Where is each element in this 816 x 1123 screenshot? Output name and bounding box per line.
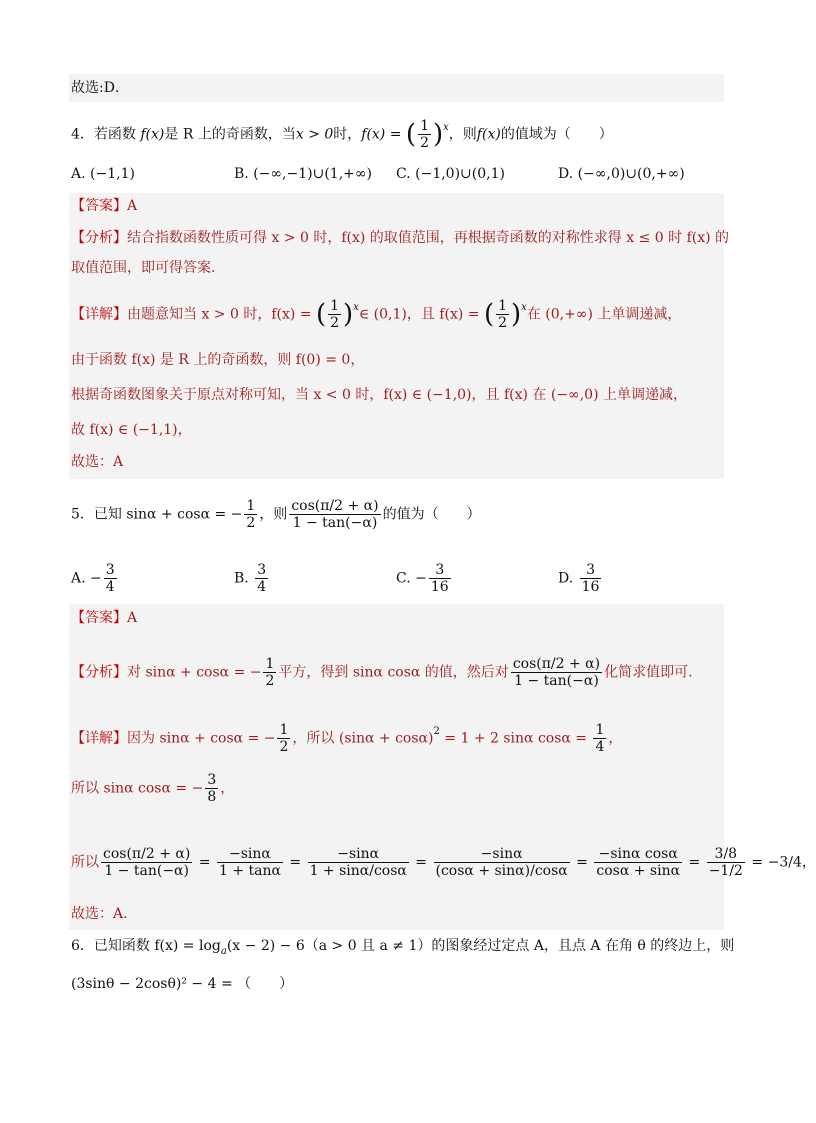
q5-option-a: A. − $\frac{3}{4}$ [71, 562, 115, 595]
q4-option-b: B. (−∞,−1)∪(1,+∞) [234, 166, 373, 182]
q4-detail-2: 由于函数 f(x) 是 R 上的奇函数，则 f(0) = 0， [71, 352, 365, 368]
q4-detail-4: 故 f(x) ∈ (−1,1)， [71, 422, 192, 438]
q4-choose: 故选：A [71, 454, 124, 470]
q5-answer: 【答案】A [71, 610, 138, 626]
q4-stem-a: 4．若函数 [71, 126, 141, 143]
q4-sup-x: x [443, 122, 449, 133]
q4-answer: 【答案】A [71, 198, 138, 214]
q3-choose: 故选:D． [71, 80, 129, 96]
q5-detail-2: 所以 sinα cosα = − $\frac{3}{8}$ ， [71, 772, 235, 805]
q5-stem-frac: $\frac{\cos(\pi/2 + \alpha)}{1 - \tan(-\alpha)}$ [291, 498, 379, 531]
q5-detail-3: 所以 $\frac{\cos(\pi/2 + \alpha)}{1 - \tan(-\alpha)}$ = $\frac{-\sin\alpha}{1 + \tan\alpha}$ = $\frac{-\sin\alpha}{1 + \sin\alpha/\cos\alpha}$ = $\frac{-\sin\alpha}{(\cos\alpha + \sin\alpha)/\cos\alpha}$ = $\frac{\text{−sinα cosα}}{\cos\alpha + \sin\alpha}$ = $\frac{3/8}{-1/2}$ = −3/4， [71, 846, 816, 879]
q5-option-d: D. $\frac{3}{16}$ [558, 562, 600, 595]
q6-line-2: (3sinθ − 2cosθ)² − 4 = （ ） [71, 976, 294, 992]
q4-detail-3: 根据奇函数图象关于原点对称可知，当 x < 0 时，f(x) ∈ (−1,0)，且 f(x) 在 (−∞,0) 上单调递减， [71, 387, 687, 403]
q5-analysis-frac: $\frac{\cos(\pi/2 + \alpha)}{1 - \tan(-\alpha)}$ [512, 656, 601, 689]
band-q5-solution [69, 604, 724, 930]
q4-stem: 4．若函数 f(x)是 R 上的奇函数，当x > 0时，f(x) = ( $\frac{1}{2}$ )$^x$，则f(x)的值域为（ ） [71, 118, 613, 151]
q4-detail-1: 【详解】由题意知当 x > 0 时，f(x) = ( $\frac{1}{2}$ )$^x$∈ (0,1)，且 f(x) = ( $\frac{1}{2}$ )$^x$在 (0,+∞) 上单调递减， [71, 298, 682, 331]
chain-1: $\frac{-\sin\alpha}{1 + \sin\alpha/\cos\alpha}$ [309, 846, 407, 879]
q5-analysis-half: $\frac{1}{2}$ [265, 656, 275, 689]
paren-close: ) [433, 119, 444, 150]
q4-detail-half-b: $\frac{1}{2}$ [498, 298, 508, 331]
q4-detail-half-a: $\frac{1}{2}$ [330, 298, 340, 331]
q4-stem-d: ，则 [448, 126, 477, 143]
q4-option-c: C. (−1,0)∪(0,1) [396, 166, 505, 182]
q5-choose: 故选：A. [71, 906, 128, 922]
q4-stem-e: 的值域为（ ） [500, 126, 613, 143]
chain-2: $\frac{-\sin\alpha}{(\cos\alpha + \sin\alpha)/\cos\alpha}$ [435, 846, 568, 879]
q4-analysis-1: 【分析】结合指数函数性质可得 x > 0 时，f(x) 的取值范围，再根据奇函数的对称性求得 x ≤ 0 时 f(x) 的 [71, 230, 730, 246]
q4-stem-c: 时， [333, 126, 362, 143]
q5-stem-half: $\frac{1}{2}$ [246, 498, 256, 531]
chain-big: $\frac{3/8}{-1/2}$ [708, 846, 743, 879]
chain-3: $\frac{\text{−sinα cosα}}{\cos\alpha + \sin\alpha}$ [596, 846, 681, 879]
q5-analysis: 【分析】对 sinα + cosα = − $\frac{1}{2}$ 平方，得到 sinα cosα 的值，然后对 $\frac{\cos(\pi/2 + \alpha)}{1 - \tan(-\alpha)}$ 化简求值即可. [71, 656, 693, 689]
q4-fx: f(x) [140, 126, 165, 143]
q4-analysis-2: 取值范围，即可得答案. [71, 260, 216, 276]
paren-open: ( [405, 119, 417, 150]
q4-fx2: f(x) [361, 126, 386, 143]
q4-option-a: A. (−1,1) [71, 166, 135, 182]
q4-half: $\frac{1}{2}$ [420, 118, 429, 151]
q4-xgt0: x > 0 [295, 126, 334, 143]
q5-option-c: C. − $\frac{3}{16}$ [396, 562, 449, 595]
q4-fx3: f(x) [476, 126, 501, 143]
chain-0: $\frac{-\sin\alpha}{1 + \tan\alpha}$ [218, 846, 281, 879]
q5-detail-1: 【详解】因为 sinα + cosα = − $\frac{1}{2}$ ，所以 $(\sin\alpha + \cos\alpha)^2 = 1 + 2$ sinα cosα = $\frac{1}{4}$ ， [71, 722, 623, 755]
q6-line-1: 6．已知函数 $f(x) = \log_a(x - 2) - 6(a > 0$ 且 a ≠ 1）的图象经过定点 A，且点 A 在角 θ 的终边上，则 [71, 938, 735, 957]
q4-option-d: D. (−∞,0)∪(0,+∞) [558, 166, 685, 182]
q5-stem: 5．已知 sinα + cosα = − $\frac{1}{2}$ ，则 $\frac{\cos(\pi/2 + \alpha)}{1 - \tan(-\alpha)}$ 的值为（ ） [71, 498, 481, 531]
q4-stem-b: 是 R 上的奇函数，当 [164, 126, 296, 143]
q5-option-b: B. $\frac{3}{4}$ [234, 562, 267, 595]
band-q3-tail [69, 74, 724, 102]
